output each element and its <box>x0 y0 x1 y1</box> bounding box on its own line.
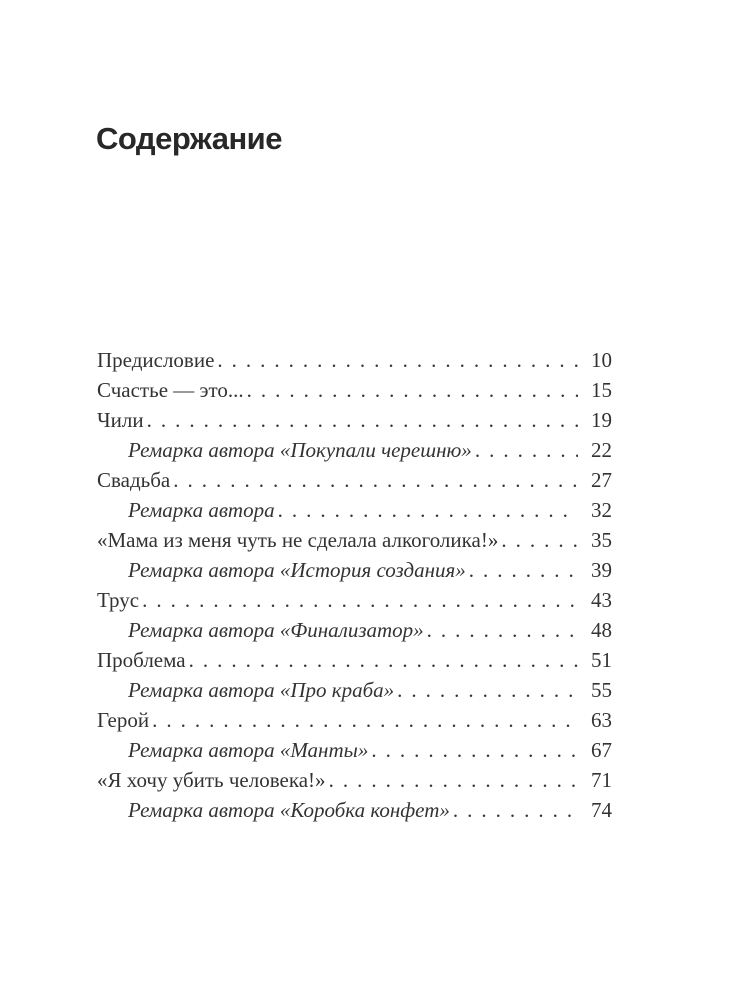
toc-entry <box>97 765 612 795</box>
toc-entry <box>97 495 612 525</box>
toc-entry <box>97 375 612 405</box>
toc-entry-label: Свадьба <box>97 468 171 492</box>
toc-entry-label: Счастье — это... <box>97 378 244 402</box>
page-number: 32 <box>591 498 612 522</box>
toc-entry <box>97 555 612 585</box>
toc-entry-label: Ремарка автора «Финализатор» <box>128 618 424 642</box>
dot-leader <box>147 405 578 435</box>
toc-entry-label: Чили <box>97 408 144 432</box>
dot-leader <box>247 375 578 405</box>
toc-entry-label: Предисловие <box>97 348 215 372</box>
page-number: 74 <box>591 798 612 822</box>
toc-entry <box>97 435 612 465</box>
page-number: 10 <box>591 348 612 372</box>
page-number: 27 <box>591 468 612 492</box>
toc-entry-label: «Мама из меня чуть не сделала алкоголика!» <box>97 528 499 552</box>
toc-entry-label: «Я хочу убить человека!» <box>97 768 326 792</box>
dot-leader <box>397 675 578 705</box>
dot-leader <box>142 585 578 615</box>
page-number: 43 <box>591 588 612 612</box>
dot-leader <box>173 465 578 495</box>
toc-entry <box>97 795 612 825</box>
toc-entry-label: Ремарка автора «Покупали черешню» <box>128 438 472 462</box>
toc-entry <box>97 585 612 615</box>
toc-entry-label: Трус <box>97 588 140 612</box>
page-title: Содержание <box>96 121 282 156</box>
table-of-contents <box>97 345 612 825</box>
toc-entry-label: Ремарка автора «Манты» <box>128 738 369 762</box>
toc-entry-label: Герой <box>97 708 150 732</box>
page-number: 19 <box>591 408 612 432</box>
toc-entry-label: Ремарка автора <box>128 498 275 522</box>
toc-entry <box>97 345 612 375</box>
page-number: 22 <box>591 438 612 462</box>
dot-leader <box>329 765 578 795</box>
toc-entry-label: Ремарка автора «История создания» <box>128 558 466 582</box>
dot-leader <box>501 525 578 555</box>
dot-leader <box>427 615 578 645</box>
page-number: 39 <box>591 558 612 582</box>
dot-leader <box>152 705 578 735</box>
page-number: 55 <box>591 678 612 702</box>
toc-entry <box>97 645 612 675</box>
page-number: 35 <box>591 528 612 552</box>
toc-entry <box>97 675 612 705</box>
toc-entry <box>97 525 612 555</box>
page-number: 48 <box>591 618 612 642</box>
toc-entry <box>97 615 612 645</box>
page-number: 15 <box>591 378 612 402</box>
toc-entry <box>97 735 612 765</box>
dot-leader <box>469 555 578 585</box>
page-number: 51 <box>591 648 612 672</box>
toc-entry <box>97 705 612 735</box>
page-number: 71 <box>591 768 612 792</box>
dot-leader <box>371 735 578 765</box>
page-number: 67 <box>591 738 612 762</box>
dot-leader <box>475 435 578 465</box>
toc-entry <box>97 465 612 495</box>
page-number: 63 <box>591 708 612 732</box>
dot-leader <box>217 345 578 375</box>
toc-entry-label: Ремарка автора «Про краба» <box>128 678 395 702</box>
toc-entry <box>97 405 612 435</box>
dot-leader <box>189 645 578 675</box>
toc-entry-label: Проблема <box>97 648 186 672</box>
dot-leader <box>453 795 578 825</box>
toc-entry-label: Ремарка автора «Коробка конфет» <box>128 798 450 822</box>
dot-leader <box>278 495 578 525</box>
